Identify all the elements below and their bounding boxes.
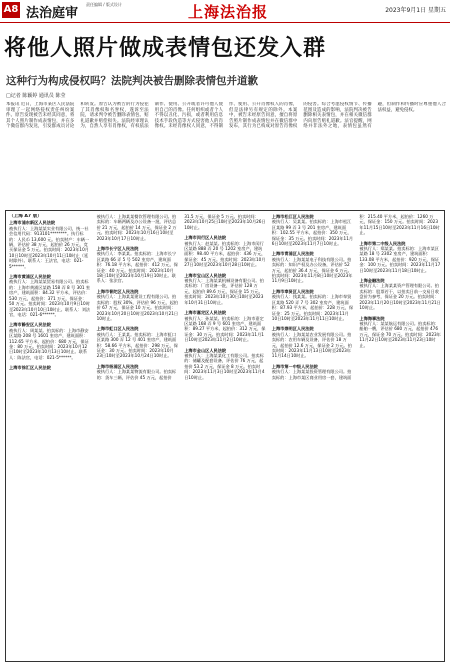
notice-title: （上海 A7 版）: [9, 214, 42, 219]
entry-text: 被执行人：赵某某。拍卖标的：上海市闵行区某路 888 弄 20 号 1202 室房产，建筑面积：98.40 平方米，起拍价：436 万元，保证金：45 万元。拍卖时间：2023年10月27日10时至2023年10月28日10时止。: [184, 240, 266, 268]
notice-entry: [359, 241, 441, 273]
notice-entry: [272, 251, 354, 283]
notice-entry: [184, 235, 266, 267]
entry-text: 被执行人：上海某某实业有限公司，统一社会信用代码：913101********。执行标的：人民币 13,600 元。拍卖财产：车辆一辆，评估价 38 万元，起拍价 26 万元，竞买保证金 5 万元。拍卖时间：2023年10月10日10时至2023年10月11日10时止（延时除外）。联系人：王法官，电话：021-5******。: [9, 225, 90, 269]
issue-date: 2023年9月1日 星期五: [385, 7, 446, 14]
notice-entry: [272, 214, 354, 246]
court-name: 上海市第一中级人民法院: [271, 363, 318, 369]
notice-entry: [184, 310, 266, 342]
entry-text: 被执行人：郑某某。拍卖标的：上海市某区某路 18 号 2302 室房产，建筑面积：133.08 平方米，起拍价：920 万元，保证金：100 万元。拍卖时间：2023年11月17日10时至2023年11月18日10时止。: [359, 246, 441, 273]
entry-text: 被执行人：王某某。拍卖标的：上海市虹口区某路 300 弄 12 号 401 室房产，建筑面积：58.66 平方米，起拍价：298 万元，保证金：30 万元。拍卖时间：2023年10月23日10时至2023年10月24日10时止。: [96, 331, 178, 359]
court-name: 上海市静安区人民法院: [9, 322, 51, 328]
notice-columns: [9, 214, 441, 658]
court-name: 上海市宝山区人民法院: [184, 272, 227, 278]
byline: □记者 陈颖婷 通讯员 陈莹: [6, 93, 66, 99]
notice-entries: [9, 214, 441, 380]
court-name: 上海市闵行区人民法院: [184, 235, 227, 241]
masthead: [0, 0, 450, 23]
court-name: 上海市奉贤区人民法院: [271, 288, 314, 294]
entry-text: 被执行人：某某航运有限公司。拍卖标的：船舶一艘，评估价 680 万元，起拍价 476 万元，保证金 70 万元。拍卖时间：2023年11月22日10时至2023年11月23日10时止。: [359, 320, 441, 348]
court-name: 上海市浦东新区人民法院: [9, 220, 56, 226]
notice-entry: [272, 326, 354, 358]
court-name: 上海市黄浦区人民法院: [9, 274, 51, 280]
notice-entry: [9, 274, 91, 317]
entry-text: 被执行人：上海某某化工有限公司。拍卖标的：储罐及配套设备，评估价 76 万元，起拍价 53.2 万元，保证金 8 万元。拍卖时间：2023年11月3日10时至2023年11月4日10时止。: [184, 352, 265, 380]
section-sub-info: 责任编辑 / 版式设计: [86, 2, 122, 7]
entry-text: 被执行人：吴某某。拍卖标的：上海市松江区某路 99 弄 3 号 201 室房产，建筑面积：102.55 平方米，起拍价：350 万元，保证金：35 万元。拍卖时间：2023年11月6日10时至2023年11月7日10时止。: [271, 219, 354, 247]
notice-entry: [184, 348, 266, 380]
entry-text: 被执行人：上海某某电子科技有限公司。拍卖标的：知识产权及办公设备，评估价 52 万元，起拍价 36.4 万元，保证金 6 万元。拍卖时间：2023年11月8日10时至2023年11月9日10时止。: [271, 256, 353, 284]
entry-text: 被执行人：钱某某。拍卖标的：上海市奉贤区某路 520 弄 7 号 302 室房产，建筑面积：87.93 平方米，起拍价：228 万元，保证金：25 万元。拍卖时间：2023年11月10日10时至2023年11月11日10时止。: [271, 294, 354, 321]
court-name: 上海市青浦区人民法院: [271, 251, 314, 257]
notice-entry: [272, 289, 354, 321]
court-name: 上海市杨浦区人民法院: [96, 363, 139, 369]
notice-entry: [9, 220, 91, 269]
court-name: 上海市虹口区人民法院: [96, 326, 139, 332]
page-number: A8: [2, 2, 20, 18]
article-body: 本报讯 近日，上海市某区人民法院审理了一起网络侵权责任纠纷案件。原告发现被告未经其同意，将其个人照片制作成表情包，并在多个微信群内发送，引发群成员讨论和转发。原告认为被告的行为侵犯了其肖像权和名誉权，遂诉至法院，请求判令被告删除表情包、赔礼道歉并赔偿损失。法院经审理认为，自然人享有肖像权，有权依法制作、使用、公开或者许可他人使用自己的肖像。任何组织或者个人不得以丑化、污损，或者利用信息技术手段伪造等方式侵害他人的肖像权。未经肖像权人同意，不得制作、使用、公开肖像权人的肖像，但是法律另有规定的除外。本案中，被告未经原告同意，擅自将原告照片制作成表情包并在微信群中发布，其行为已构成对原告肖像权的侵害。综合考虑侵权情节、传播范围及造成的影响，法院判决被告删除相关表情包，并在相关微信群内向原告赔礼道歉。法官提醒，网络并非法外之地，表情包虽然有趣，但制作和传播时应尊重他人合法权益，避免侵权。: [6, 102, 446, 130]
notice-entry: [97, 326, 179, 358]
court-name: 上海市长宁区人民法院: [96, 246, 139, 252]
newspaper-logo: 上海法治报: [188, 3, 269, 21]
court-notice-box: [5, 210, 445, 662]
court-name: 上海市徐汇区人民法院: [9, 365, 51, 371]
subheadline: 这种行为构成侵权吗？法院判决被告删除表情包并道歉: [6, 75, 258, 87]
notice-entry: [184, 273, 266, 305]
entry-text: 被执行人：上海某某餐饮管理有限公司。拍卖标的：车辆两辆及办公设备一批，评估总价 21 万元，起拍价 14 万元，保证金 2 万元。拍卖时间：2023年10月16日10时至2023年10月17日10时止。: [96, 214, 177, 241]
court-name: 上海市金山区人民法院: [184, 347, 227, 353]
entry-text: 被执行人：上海某某农业发展有限公司。拍卖标的：农用车辆及设备，评估价 18 万元，起拍价 12.6 万元，保证金 2 万元。拍卖时间：2023年11月13日10时至2023年11月14日10时止。: [271, 331, 352, 359]
notice-entry: [359, 316, 441, 348]
entry-text: 被执行人：上海某某机械设备有限公司。拍卖标的：厂房设备一批，评估价 128 万元，起拍价 89.6 万元，保证金 15 万元。拍卖时间：2023年10月30日10时至2023年10月31日10时止。: [184, 278, 264, 305]
notice-entry: [97, 246, 179, 284]
entry-text: 被执行人：上海某某投资管理有限公司。拍卖标的：上海市某区商业用房一套，建筑面积：215.40 平方米，起拍价：1260 万元，保证金：150 万元。拍卖时间：2023年11月15日10时至2023年11月16日10时止。: [271, 214, 440, 380]
notice-entry: [9, 322, 91, 360]
entry-text: 被执行人：上海某某建设工程有限公司。拍卖标的：股权 30%，评估价 96 万元，起拍价 67 万元，保证金 10 万元。拍卖时间：2023年10月20日10时至2023年10月21日10时止。: [96, 294, 179, 321]
court-name: 上海市普陀区人民法院: [96, 288, 139, 294]
court-name: 上海金融法院: [359, 278, 385, 284]
entry-text: 被执行人：上海某某资产管理有限公司。拍卖标的：股票若干，以拍卖日前一交易日收盘价为参考，保证金 20 万元。拍卖时间：2023年11月20日10时至2023年11月21日10时止。: [359, 283, 441, 311]
notice-entry: [97, 289, 179, 321]
court-name: 上海海事法院: [359, 315, 385, 321]
section-title: 法治庭审: [26, 6, 79, 21]
headline: 将他人照片做成表情包还发入群: [4, 36, 327, 61]
court-name: 上海市松江区人民法院: [271, 214, 314, 219]
court-name: 上海市第二中级人民法院: [359, 240, 406, 246]
entry-text: 被执行人：上海某某物流有限公司。拍卖标的：货车三辆，评估价 45 万元，起拍价 31.5 万元，保证金 5 万元。拍卖时间：2023年10月25日10时至2023年10月26日10时止。: [96, 214, 266, 380]
entry-text: 被执行人：李某某。拍卖标的：上海市长宁区某路 66 弄 5 号 502 室房产，建筑面积：76.18 平方米，起拍价：412 万元，保证金：40 万元。拍卖时间：2023年10月18日10时至2023年10月19日10时止。联系人：张法官。: [96, 251, 178, 284]
entry-text: 被执行人：周某某。拍卖标的：上海市静安区某路 208 号 1601 室房产，建筑面积：112.65 平方米，起拍价：680 万元，保证金：80 万元。拍卖时间：2023年10月12日10时至2023年10月13日10时止。联系人：陈法官，电话：021-5******。: [9, 327, 89, 360]
court-name: 上海市嘉定区人民法院: [184, 310, 227, 316]
entry-text: 被执行人：上海某某贸易有限公司。拍卖标的：上海市黄浦区某路 158 弄 8 号 301 室房产，建筑面积：84.32 平方米，评估价：530 万元，起拍价：371 万元，保证金：50 万元。拍卖时间：2023年10月9日10时至2023年10月10日10时止。联系人：刘法官，电话：021-6******。: [9, 279, 91, 317]
court-name: 上海市崇明区人民法院: [271, 326, 314, 332]
entry-text: 被执行人：孙某某。拍卖标的：上海市嘉定区某路 168 弄 9 号 601 室房产，建筑面积：89.27 平方米，起拍价：312 万元，保证金：30 万元。拍卖时间：2023年11月1日10时至2023年11月2日10时止。: [184, 315, 266, 343]
notice-entry: [359, 278, 441, 310]
